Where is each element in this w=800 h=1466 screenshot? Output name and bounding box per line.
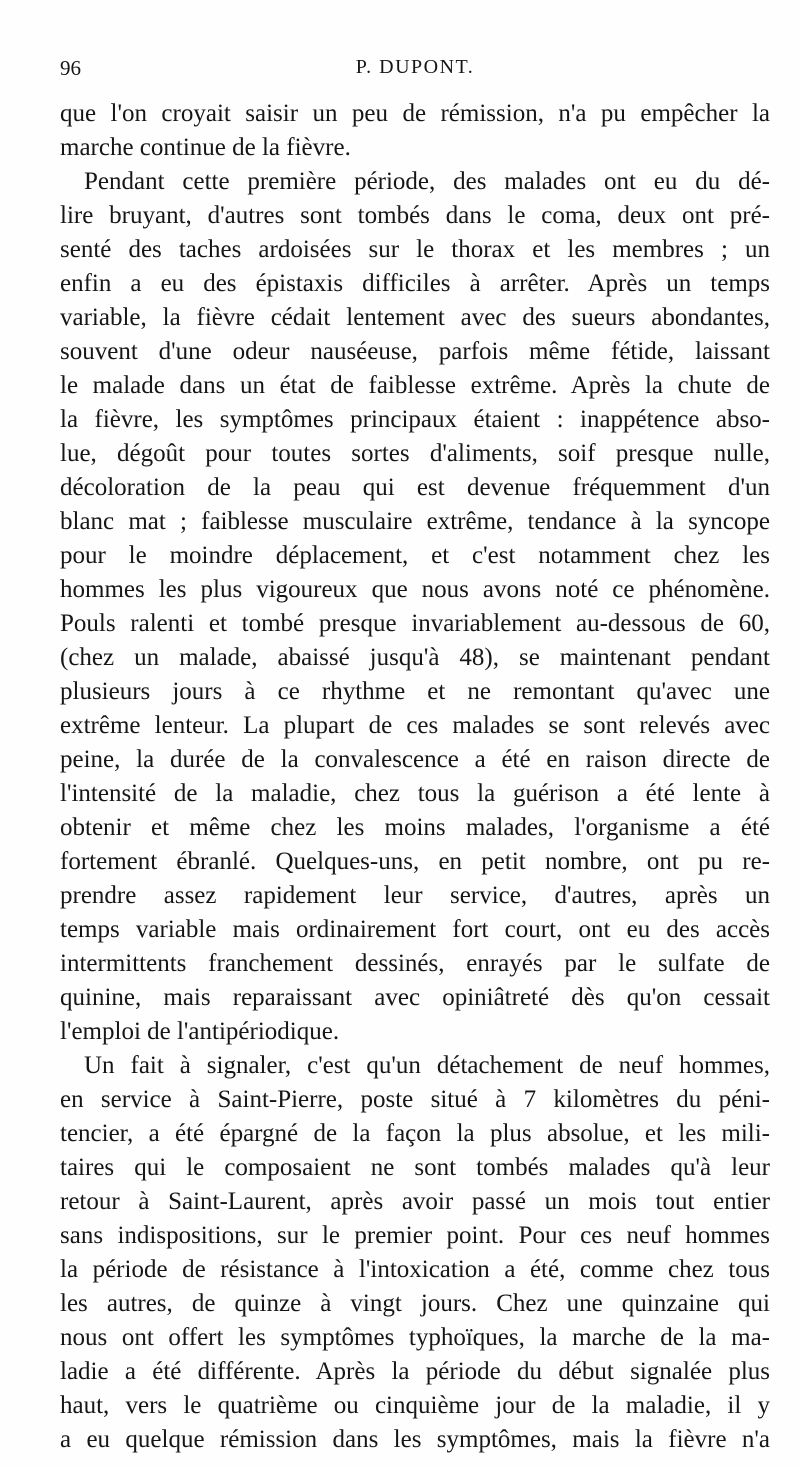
text-line: peine, la durée de la convalescence a été en raison directe de xyxy=(60,746,770,773)
text-line: intermittents franchement dessinés, enrayés par le sulfate de xyxy=(60,950,770,977)
body-text xyxy=(60,97,770,1457)
running-head: P. DUPONT. xyxy=(355,56,475,78)
text-line: blanc mat ; faiblesse musculaire extrême, tendance à la syncope xyxy=(60,508,770,535)
text-line: marche continue de la fièvre. xyxy=(60,134,351,161)
text-line: temps variable mais ordinairement fort court, ont eu des accès xyxy=(60,916,770,943)
text-line: obtenir et même chez les moins malades, l'organisme a été xyxy=(60,814,770,841)
text-line: hommes les plus vigoureux que nous avons noté ce phénomène. xyxy=(60,576,770,603)
text-line: plusieurs jours à ce rhythme et ne remontant qu'avec une xyxy=(60,678,770,705)
text-line: le malade dans un état de faiblesse extrême. Après la chute de xyxy=(60,372,770,399)
text-line: lire bruyant, d'autres sont tombés dans le coma, deux ont pré- xyxy=(60,202,770,229)
text-line: que l'on croyait saisir un peu de rémission, n'a pu empêcher la xyxy=(60,100,770,127)
text-line: décoloration de la peau qui est devenue fréquemment d'un xyxy=(60,474,770,501)
text-line: en service à Saint-Pierre, poste situé à 7 kilomètres du péni- xyxy=(60,1086,770,1113)
text-line: l'intensité de la maladie, chez tous la guérison a été lente à xyxy=(60,780,770,807)
text-line: la fièvre, les symptômes principaux étaient : inappétence abso- xyxy=(60,406,770,433)
text-line: quinine, mais reparaissant avec opiniâtreté dès qu'on cessait xyxy=(60,984,770,1011)
text-line: souvent d'une odeur nauséeuse, parfois même fétide, laissant xyxy=(60,338,770,365)
text-line: ladie a été différente. Après la période du début signalée plus xyxy=(60,1358,770,1385)
text-line: senté des taches ardoisées sur le thorax et les membres ; un xyxy=(60,236,770,263)
text-line: lue, dégoût pour toutes sortes d'aliments, soif presque nulle, xyxy=(60,440,770,467)
text-line: pour le moindre déplacement, et c'est notamment chez les xyxy=(60,542,770,569)
text-line: (chez un malade, abaissé jusqu'à 48), se maintenant pendant xyxy=(60,644,770,671)
text-line: Pouls ralenti et tombé presque invariablement au-dessous de 60, xyxy=(60,610,770,637)
text-line: l'emploi de l'antipériodique. xyxy=(60,1018,340,1045)
text-line: Un fait à signaler, c'est qu'un détachement de neuf hommes, xyxy=(84,1052,770,1079)
text-line: fortement ébranlé. Quelques-uns, en petit nombre, ont pu re- xyxy=(60,848,770,875)
text-line: Pendant cette première période, des malades ont eu du dé- xyxy=(84,168,770,195)
text-line: extrême lenteur. La plupart de ces malades se sont relevés avec xyxy=(60,712,770,739)
text-line: enfin a eu des épistaxis difficiles à arrêter. Après un temps xyxy=(60,270,770,297)
text-line: taires qui le composaient ne sont tombés malades qu'à leur xyxy=(60,1154,770,1181)
text-line: tencier, a été épargné de la façon la plus absolue, et les mili- xyxy=(60,1120,770,1147)
page-header xyxy=(60,56,770,86)
text-line: nous ont offert les symptômes typhoïques, la marche de la ma- xyxy=(60,1324,770,1351)
text-line: prendre assez rapidement leur service, d'autres, après un xyxy=(60,882,770,909)
text-line: a eu quelque rémission dans les symptômes, mais la fièvre n'a xyxy=(60,1426,770,1453)
text-line: haut, vers le quatrième ou cinquième jour de la maladie, il y xyxy=(60,1392,770,1419)
text-line: sans indispositions, sur le premier point. Pour ces neuf hommes xyxy=(60,1222,770,1249)
text-line: les autres, de quinze à vingt jours. Chez une quinzaine qui xyxy=(60,1290,770,1317)
text-line: retour à Saint-Laurent, après avoir passé un mois tout entier xyxy=(60,1188,770,1215)
text-line: la période de résistance à l'intoxication a été, comme chez tous xyxy=(60,1256,770,1283)
text-line: variable, la fièvre cédait lentement avec des sueurs abondantes, xyxy=(60,304,770,331)
page-number: 96 xyxy=(60,56,81,80)
